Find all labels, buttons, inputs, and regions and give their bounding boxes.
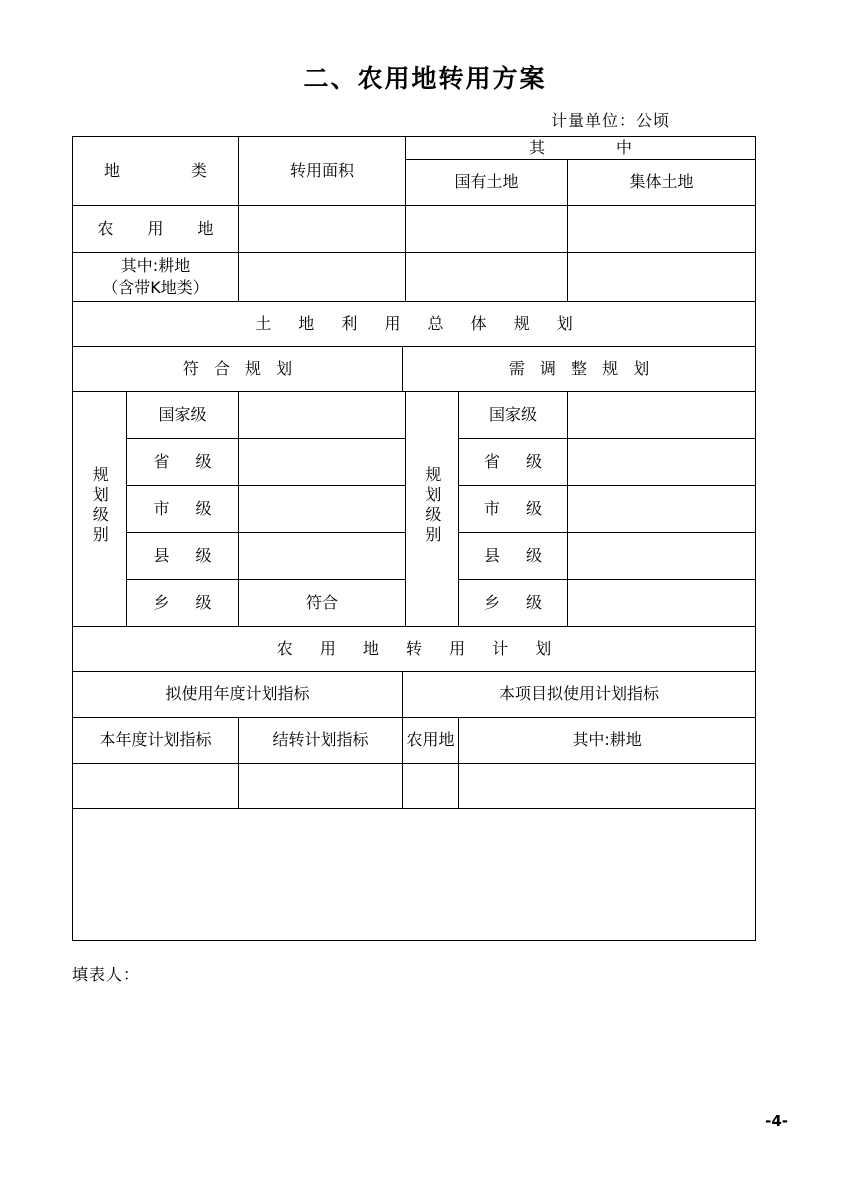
cell-agricultural-converted-area[interactable] (239, 205, 406, 252)
level-name-conforming-township: 乡 级 (127, 579, 239, 626)
cell-agricultural-state-owned[interactable] (406, 205, 568, 252)
row-label-cultivated-land (73, 252, 239, 301)
level-name-conforming-provincial: 省 级 (127, 438, 239, 485)
table-row-cultivated-land (73, 252, 756, 301)
quota-col-carryover: 结转计划指标 (239, 717, 403, 763)
level-name-adjusting-provincial: 省 级 (459, 438, 568, 485)
table-header-row-top (73, 137, 756, 160)
level-value-adjusting-county[interactable] (568, 532, 756, 579)
cell-cultivated-collective[interactable] (568, 252, 756, 301)
level-value-adjusting-township[interactable] (568, 579, 756, 626)
header-land-type: 地 类 (73, 137, 239, 206)
plan-category-row (73, 346, 756, 391)
header-state-owned-land: 国有土地 (406, 159, 568, 205)
quota-col-current-year: 本年度计划指标 (73, 717, 239, 763)
band-row-overall-land-use-plan (73, 301, 756, 346)
quota-title-project: 本项目拟使用计划指标 (403, 671, 756, 717)
level-label-adjusting-text: 规划级别 (422, 465, 442, 546)
farmland-conversion-table-wrapper (72, 136, 755, 941)
table-row-agricultural-land (73, 205, 756, 252)
plan-level-row-national (73, 391, 756, 438)
notes-row (73, 808, 756, 940)
level-label-conforming-text: 规划级别 (90, 465, 110, 546)
quota-value-carryover[interactable] (239, 763, 403, 808)
level-value-adjusting-national[interactable] (568, 391, 756, 438)
quota-value-current-year[interactable] (73, 763, 239, 808)
cultivated-label-line2: （含带K地类） (102, 277, 209, 297)
band-title-overall-land-use-plan: 土 地 利 用 总 体 规 划 (73, 301, 756, 346)
cell-cultivated-state-owned[interactable] (406, 252, 568, 301)
plan-title-conforming: 符 合 规 划 (73, 346, 403, 391)
row-label-agricultural-land: 农 用 地 (73, 205, 239, 252)
level-name-adjusting-township: 乡 级 (459, 579, 568, 626)
quota-column-header-row (73, 717, 756, 763)
cell-cultivated-converted-area[interactable] (239, 252, 406, 301)
level-label-adjusting (406, 391, 459, 626)
header-collective-land: 集体土地 (568, 159, 756, 205)
quota-col-agricultural-land: 农用地 (403, 717, 459, 763)
quota-value-agricultural-land[interactable] (403, 763, 459, 808)
quota-value-cultivated-land[interactable] (459, 763, 756, 808)
level-value-adjusting-municipal[interactable] (568, 485, 756, 532)
level-name-conforming-municipal: 市 级 (127, 485, 239, 532)
level-label-conforming (73, 391, 127, 626)
farmland-conversion-table (72, 136, 756, 941)
notes-cell[interactable] (73, 808, 756, 940)
level-name-adjusting-national: 国家级 (459, 391, 568, 438)
level-value-adjusting-provincial[interactable] (568, 438, 756, 485)
level-value-conforming-township[interactable]: 符合 (239, 579, 406, 626)
band-title-conversion-plan: 农 用 地 转 用 计 划 (73, 626, 756, 671)
quota-col-cultivated-land: 其中:耕地 (459, 717, 756, 763)
quota-value-row (73, 763, 756, 808)
level-name-adjusting-county: 县 级 (459, 532, 568, 579)
level-value-conforming-national[interactable] (239, 391, 406, 438)
level-name-conforming-county: 县 级 (127, 532, 239, 579)
filler-label: 填表人： (72, 965, 141, 984)
level-value-conforming-municipal[interactable] (239, 485, 406, 532)
header-among-which: 其 中 (406, 137, 756, 160)
header-converted-area: 转用面积 (239, 137, 406, 206)
level-name-conforming-national: 国家级 (127, 391, 239, 438)
cultivated-label-line1: 其中:耕地 (120, 256, 191, 275)
quota-title-annual: 拟使用年度计划指标 (73, 671, 403, 717)
page-title: 二、农用地转用方案 (303, 64, 547, 93)
band-row-conversion-plan (73, 626, 756, 671)
level-value-conforming-county[interactable] (239, 532, 406, 579)
cell-agricultural-collective[interactable] (568, 205, 756, 252)
quota-group-title-row (73, 671, 756, 717)
measurement-unit-note: 计量单位：公顷 (550, 111, 670, 130)
plan-title-adjusting: 需 调 整 规 划 (403, 346, 756, 391)
level-value-conforming-provincial[interactable] (239, 438, 406, 485)
level-name-adjusting-municipal: 市 级 (459, 485, 568, 532)
page-number: -4- (765, 1112, 788, 1130)
